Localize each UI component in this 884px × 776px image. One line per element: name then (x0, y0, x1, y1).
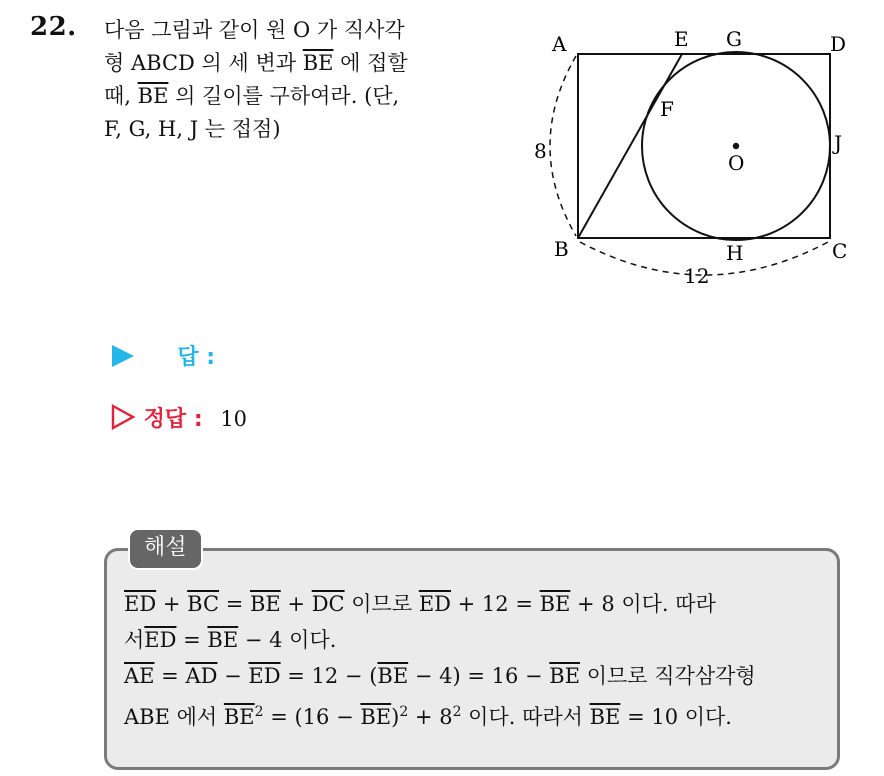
overlined-segment: $\overline{BE}$ (137, 84, 169, 108)
label-d: D (830, 32, 847, 56)
correct-answer-value: 10 (220, 407, 248, 431)
overlined-segment: $\overline{BE}$ (249, 592, 281, 616)
overlined-segment: $\overline{BC}$ (187, 592, 220, 616)
solution-line: $\overline{AE} = \overline{AD} - \overline{ED} = 12 - (\overline{BE} - 4) = 16 - \overline{BE}$ 이므로 직각삼각형 (124, 664, 756, 688)
question-number: 22. (30, 12, 77, 42)
geometry-figure (520, 18, 880, 298)
exponent: 2 (399, 704, 409, 720)
overlined-segment: $\overline{BE}$ (207, 628, 239, 652)
exponent: 2 (452, 704, 462, 720)
label-g: G (726, 27, 742, 51)
outline-triangle-icon (110, 404, 136, 430)
overlined-segment: $\overline{BE}$ (302, 51, 334, 75)
overlined-segment: $\overline{BE}$ (539, 592, 571, 616)
solution-line: 서$\overline{ED} = \overline{BE} - 4$ 이다. (124, 628, 337, 652)
dimension-label-bc: 12 (684, 264, 710, 288)
label-a: A (552, 32, 567, 56)
dimension-arc-ab (550, 56, 576, 236)
label-c: C (832, 239, 848, 263)
question-text (104, 14, 502, 146)
overlined-segment: $\overline{ED}$ (248, 664, 281, 688)
center-point (733, 143, 739, 149)
overlined-segment: $\overline{BE}$ (549, 664, 581, 688)
overlined-segment: $\overline{BE}$ (360, 705, 392, 729)
answer-blank-row (110, 340, 215, 371)
label-e: E (674, 27, 689, 51)
overlined-segment: $\overline{AE}$ (124, 664, 155, 688)
label-o: O (728, 151, 745, 175)
solution-text (124, 586, 834, 735)
overlined-segment: $\overline{ED}$ (124, 592, 157, 616)
question-line: 때, $\overline{BE}$ 의 길이를 구하여라. (단, (104, 84, 400, 108)
exponent: 2 (254, 704, 264, 720)
label-h: H (726, 241, 744, 265)
overlined-segment: $\overline{ED}$ (144, 628, 177, 652)
answer-label: 답 : (177, 345, 216, 370)
filled-triangle-icon (110, 344, 136, 368)
question-line: F, G, H, J 는 접점) (104, 117, 281, 141)
label-j: J (834, 131, 843, 155)
overlined-segment: $\overline{BE}$ (377, 664, 409, 688)
overlined-segment: $\overline{BE}$ (589, 705, 621, 729)
label-b: B (554, 237, 569, 261)
label-f: F (660, 97, 674, 121)
solution-line: ABE 에서 $\overline{BE}^2 = (16 - \overline{BE})^2 + 8^2$ 이다. 따라서 $\overline{BE} = 10$ 이다. (124, 704, 732, 729)
dimension-label-ab: 8 (534, 139, 547, 163)
overlined-segment: $\overline{ED}$ (418, 592, 451, 616)
solution-tag: 해설 (128, 528, 203, 570)
correct-answer-row (110, 402, 247, 433)
question-line: 다음 그림과 같이 원 O 가 직사각 (104, 18, 405, 42)
overlined-segment: $\overline{DC}$ (311, 592, 345, 616)
overlined-segment: $\overline{BE}$ (223, 705, 255, 729)
rectangle-abcd (578, 54, 830, 238)
correct-answer-label: 정답 : (143, 407, 203, 432)
solution-line: $\overline{ED} + \overline{BC} = \overline{BE} + \overline{DC}$ 이므로 $\overline{ED} + 12 = \overline{BE} + 8$ 이다. 따라 (124, 592, 716, 616)
question-line: 형 ABCD 의 세 변과 $\overline{BE}$ 에 접할 (104, 51, 408, 75)
overlined-segment: $\overline{AD}$ (185, 664, 218, 688)
